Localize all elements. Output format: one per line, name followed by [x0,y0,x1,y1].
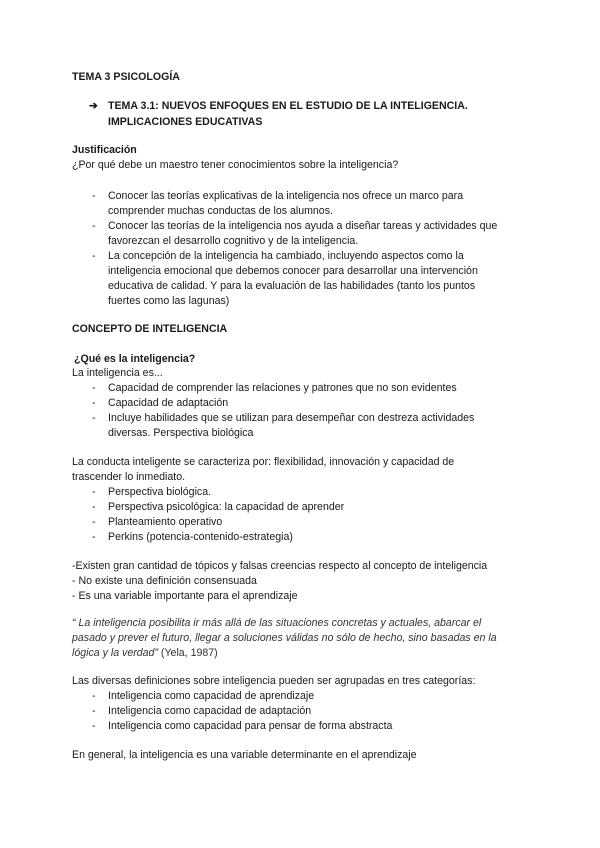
subtitle-line-1: TEMA 3.1: NUEVOS ENFOQUES EN EL ESTUDIO DE LA INTELIGENCIA. [108,100,468,112]
list-item-line: Capacidad de comprender las relaciones y patrones que no son evidentes [108,382,457,394]
list-item-line: favorezcan el desarrollo cognitivo y de la inteligencia. [108,235,359,247]
list-item-line: diversas. Perspectiva biológica [108,427,254,439]
note-line: -Existen gran cantidad de tópicos y falsas creencias respecto al concepto de inteligencia [72,560,488,572]
note-line: - No existe una definición consensuada [72,575,257,587]
list-item: Perkins (potencia-contenido-estrategia) [108,531,293,543]
list-item: Perspectiva psicológica: la capacidad de aprender [108,501,345,513]
list-item-line: inteligencia emocional que debemos conocer para desarrollar una intervención [108,265,478,277]
bullet-dash: - [92,412,96,424]
list-item: Perspectiva biológica. [108,486,212,498]
doc-title: TEMA 3 PSICOLOGÍA [72,71,180,83]
list-item-line: educativa de calidad. Y para la evaluación de las habilidades (tanto los puntos [108,280,476,292]
quote-citation: (Yela, 1987) [157,647,218,659]
definiciones-intro: Las diversas definiciones sobre inteligencia pueden ser agrupadas en tres categorías: [72,675,476,687]
bullet-dash: - [92,531,96,543]
list-item: Inteligencia como capacidad para pensar de forma abstracta [108,720,393,732]
list-item-line: comprender muchas conductas de los alumnos. [108,205,333,217]
bullet-dash: - [92,397,96,409]
que-es-heading: ¿Qué es la inteligencia? [74,353,196,365]
quote-line-1: “ La inteligencia posibilita ir más allá de las situaciones concretas y actuales, abarcar el [72,617,482,629]
list-item-line: Conocer las teorías de la inteligencia nos ayuda a diseñar tareas y actividades que [108,220,498,232]
list-item: Planteamiento operativo [108,516,223,528]
conducta-line-1: La conducta inteligente se caracteriza por: flexibilidad, innovación y capacidad de [72,456,455,468]
quote-text-end: lógica y la verdad” [72,647,158,659]
bullet-dash: - [92,720,96,732]
justificacion-question: ¿Por qué debe un maestro tener conocimientos sobre la inteligencia? [72,159,399,171]
bullet-dash: - [92,516,96,528]
list-item-line: fuertes como las lagunas) [108,295,230,307]
bullet-dash: - [92,705,96,717]
bullet-dash: - [92,250,96,262]
note-line: - Es una variable importante para el aprendizaje [72,590,298,602]
bullet-dash: - [92,220,96,232]
bullet-dash: - [92,190,96,202]
list-item-line: Conocer las teorías explicativas de la inteligencia nos ofrece un marco para [108,190,464,202]
conclusion-text: En general, la inteligencia es una variable determinante en el aprendizaje [72,749,417,761]
list-item-line: La concepción de la inteligencia ha cambiado, incluyendo aspectos como la [108,250,464,262]
la-inteligencia-es: La inteligencia es... [72,367,163,379]
concepto-heading: CONCEPTO DE INTELIGENCIA [72,323,228,335]
list-item: Inteligencia como capacidad de adaptación [108,705,312,717]
quote-line-3 [72,646,218,660]
conducta-line-2: trascender lo inmediato. [72,471,186,483]
list-item-line: Capacidad de adaptación [108,397,229,409]
arrow-icon: ➔ [89,100,98,112]
quote-line-2: pasado y prever el futuro, llegar a soluciones válidas no sólo de hecho, sino basadas en la [72,632,497,644]
list-item: Inteligencia como capacidad de aprendizaje [108,690,315,702]
bullet-dash: - [92,501,96,513]
bullet-dash: - [92,382,96,394]
bullet-dash: - [92,690,96,702]
justificacion-heading: Justificación [72,144,137,156]
subtitle-line-2: IMPLICACIONES EDUCATIVAS [108,116,263,128]
list-item-line: Incluye habilidades que se utilizan para desempeñar con destreza actividades [108,412,475,424]
bullet-dash: - [92,486,96,498]
